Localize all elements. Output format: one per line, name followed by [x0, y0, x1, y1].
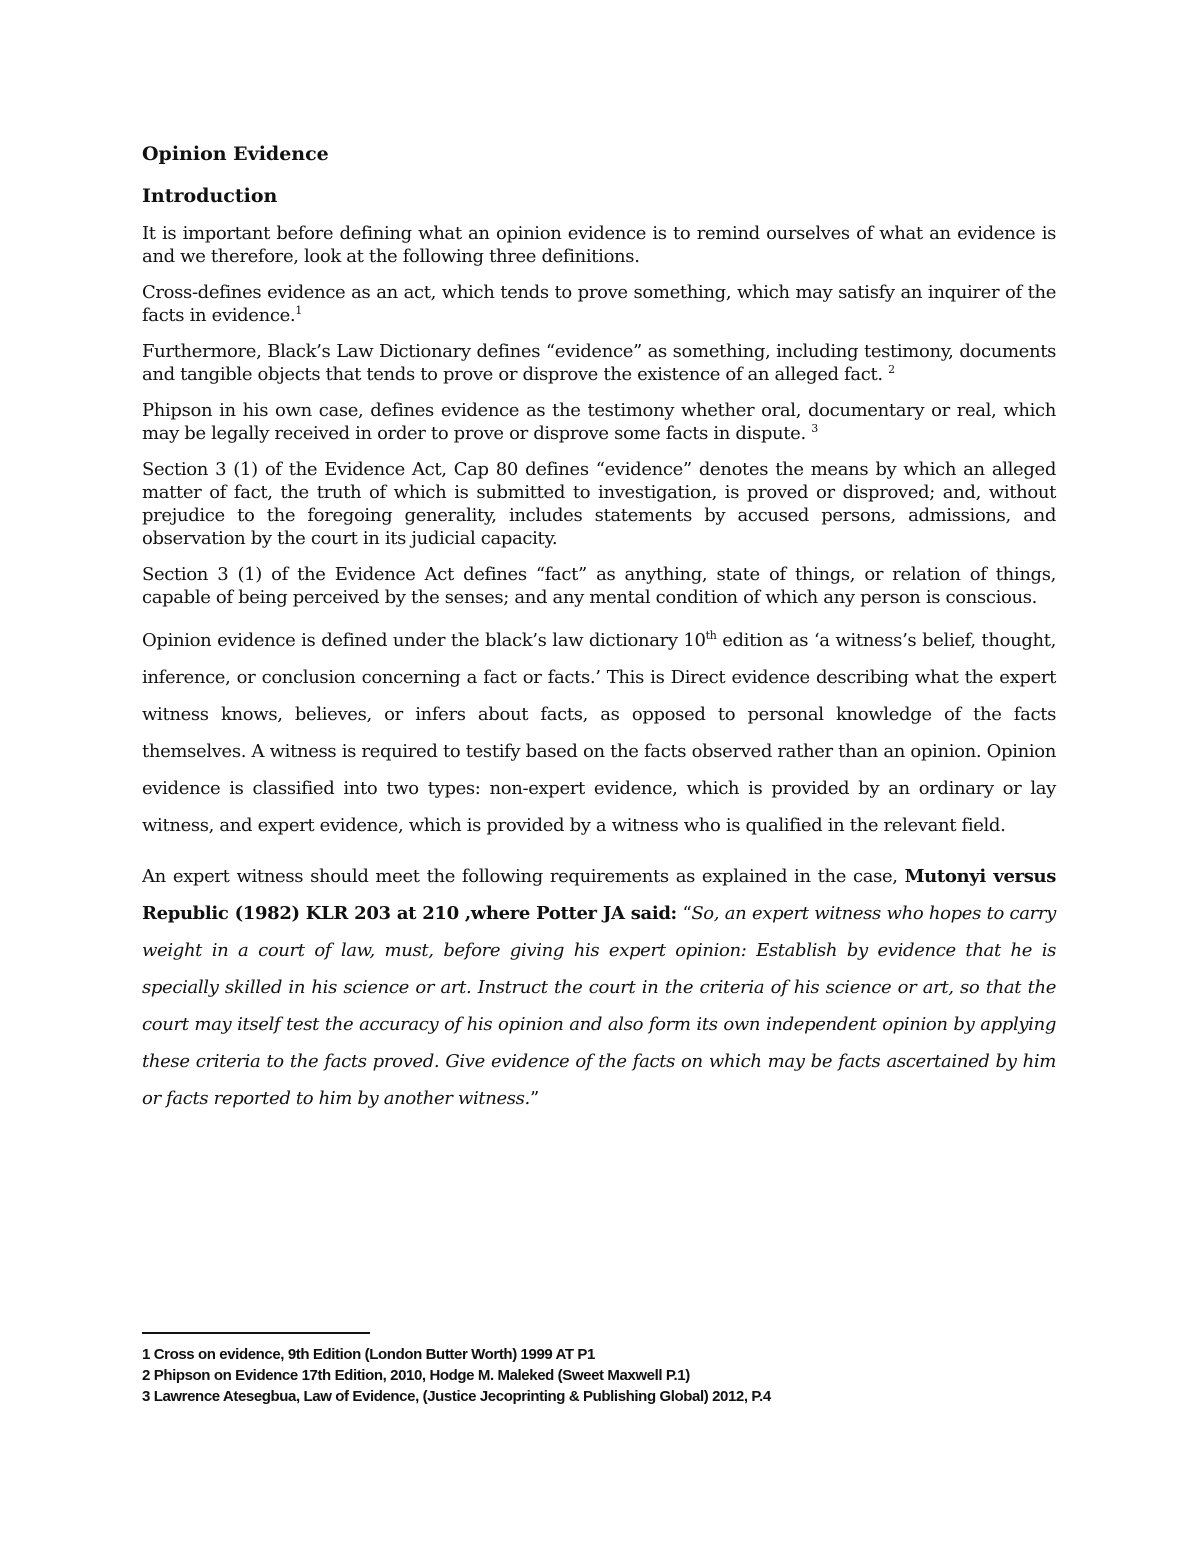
paragraph-opinion-text-a: Opinion evidence is defined under the black’s law dictionary 10 — [142, 630, 706, 651]
section-heading: Introduction — [142, 185, 278, 207]
paragraph-opinion-text-b: edition as ‘a witness’s belief, thought, inference, or conclusion concerning a fact or facts.’ This is Direct evidence describing what the expert witness knows, believes, or infers about facts, as opposed to personal knowledge of the facts themselves. A witness is required to testify based on the facts observed rather than an opinion. Opinion evidence is classified into two types: non-expert evidence, which is provided by an ordinary or lay witness, and expert evidence, which is provided by a witness who is qualified in the relevant field. — [142, 630, 1056, 836]
ordinal-suffix: th — [705, 629, 717, 642]
paragraph-section-evidence-text: Section 3 (1) of the Evidence Act, Cap 80 defines “evidence” denotes the means by which an alleged matter of fact, the truth of which is submitted to investigation, is proved or disproved; and, without prejudice to the foregoing generality, includes statements by accused persons, admissions, and observation by the court in its judicial capacity. — [142, 459, 1056, 549]
paragraph-blacks-definition — [142, 340, 1056, 386]
paragraph-cross-definition — [142, 281, 1056, 327]
footnote-3: 3 Lawrence Atesegbua, Law of Evidence, (Justice Jecoprinting & Publishing Global) 2012, P.4 — [142, 1388, 771, 1405]
paragraph-expert-text: An expert witness should meet the following requirements as explained in the case, — [142, 866, 905, 887]
case-citation: Mutonyi versus Republic (1982) KLR 203 at 210 ,where Potter JA said: — [142, 866, 1056, 924]
footnote-divider — [142, 1332, 370, 1334]
document-body — [142, 140, 1056, 1131]
footnotes-section — [142, 1332, 1042, 1407]
quote-close: ” — [529, 1088, 539, 1109]
footnote-1: 1 Cross on evidence, 9th Edition (London Butter Worth) 1999 AT P1 — [142, 1346, 595, 1363]
paragraph-section-fact — [142, 563, 1056, 609]
paragraph-phipson-definition — [142, 399, 1056, 445]
paragraph-expert-witness — [142, 858, 1056, 1117]
paragraph-blacks-text: Furthermore, Black’s Law Dictionary defines “evidence” as something, including testimony, documents and tangible objects that tends to prove or disprove the existence of an alleged fact. — [142, 341, 1056, 385]
paragraph-cross-text: Cross-defines evidence as an act, which tends to prove something, which may satisfy an inquirer of the facts in evidence. — [142, 282, 1056, 326]
footnote-2: 2 Phipson on Evidence 17th Edition, 2010, Hodge M. Maleked (Sweet Maxwell P.1) — [142, 1367, 690, 1384]
paragraph-section-evidence — [142, 458, 1056, 550]
footnote-ref-1[interactable]: 1 — [295, 304, 302, 317]
footnote-ref-2[interactable]: 2 — [888, 363, 895, 376]
paragraph-phipson-text: Phipson in his own case, defines evidence as the testimony whether oral, documentary or real, which may be legally received in order to prove or disprove some facts in dispute. — [142, 400, 1056, 444]
document-title: Opinion Evidence — [142, 143, 329, 165]
paragraph-opinion-definition — [142, 622, 1056, 844]
quoted-passage: So, an expert witness who hopes to carry weight in a court of law, must, before giving his expert opinion: Establish by evidence that he is specially skilled in his science or art. Instruct the court in the criteria of his science or art, so that the court may itself test the accuracy of his opinion and also form its own independent opinion by applying these criteria to the facts proved. Give evidence of the facts on which may be facts ascertained by him or facts reported to him by another witness. — [142, 903, 1056, 1109]
paragraph-section-fact-text: Section 3 (1) of the Evidence Act defines “fact” as anything, state of things, or relation of things, capable of being perceived by the senses; and any mental condition of which any person is conscious. — [142, 564, 1056, 608]
quote-open: “ — [676, 903, 692, 924]
paragraph-intro-text: It is important before defining what an opinion evidence is to remind ourselves of what an evidence is and we therefore, look at the following three definitions. — [142, 223, 1056, 267]
paragraph-intro — [142, 222, 1056, 268]
footnote-ref-3[interactable]: 3 — [811, 422, 818, 435]
